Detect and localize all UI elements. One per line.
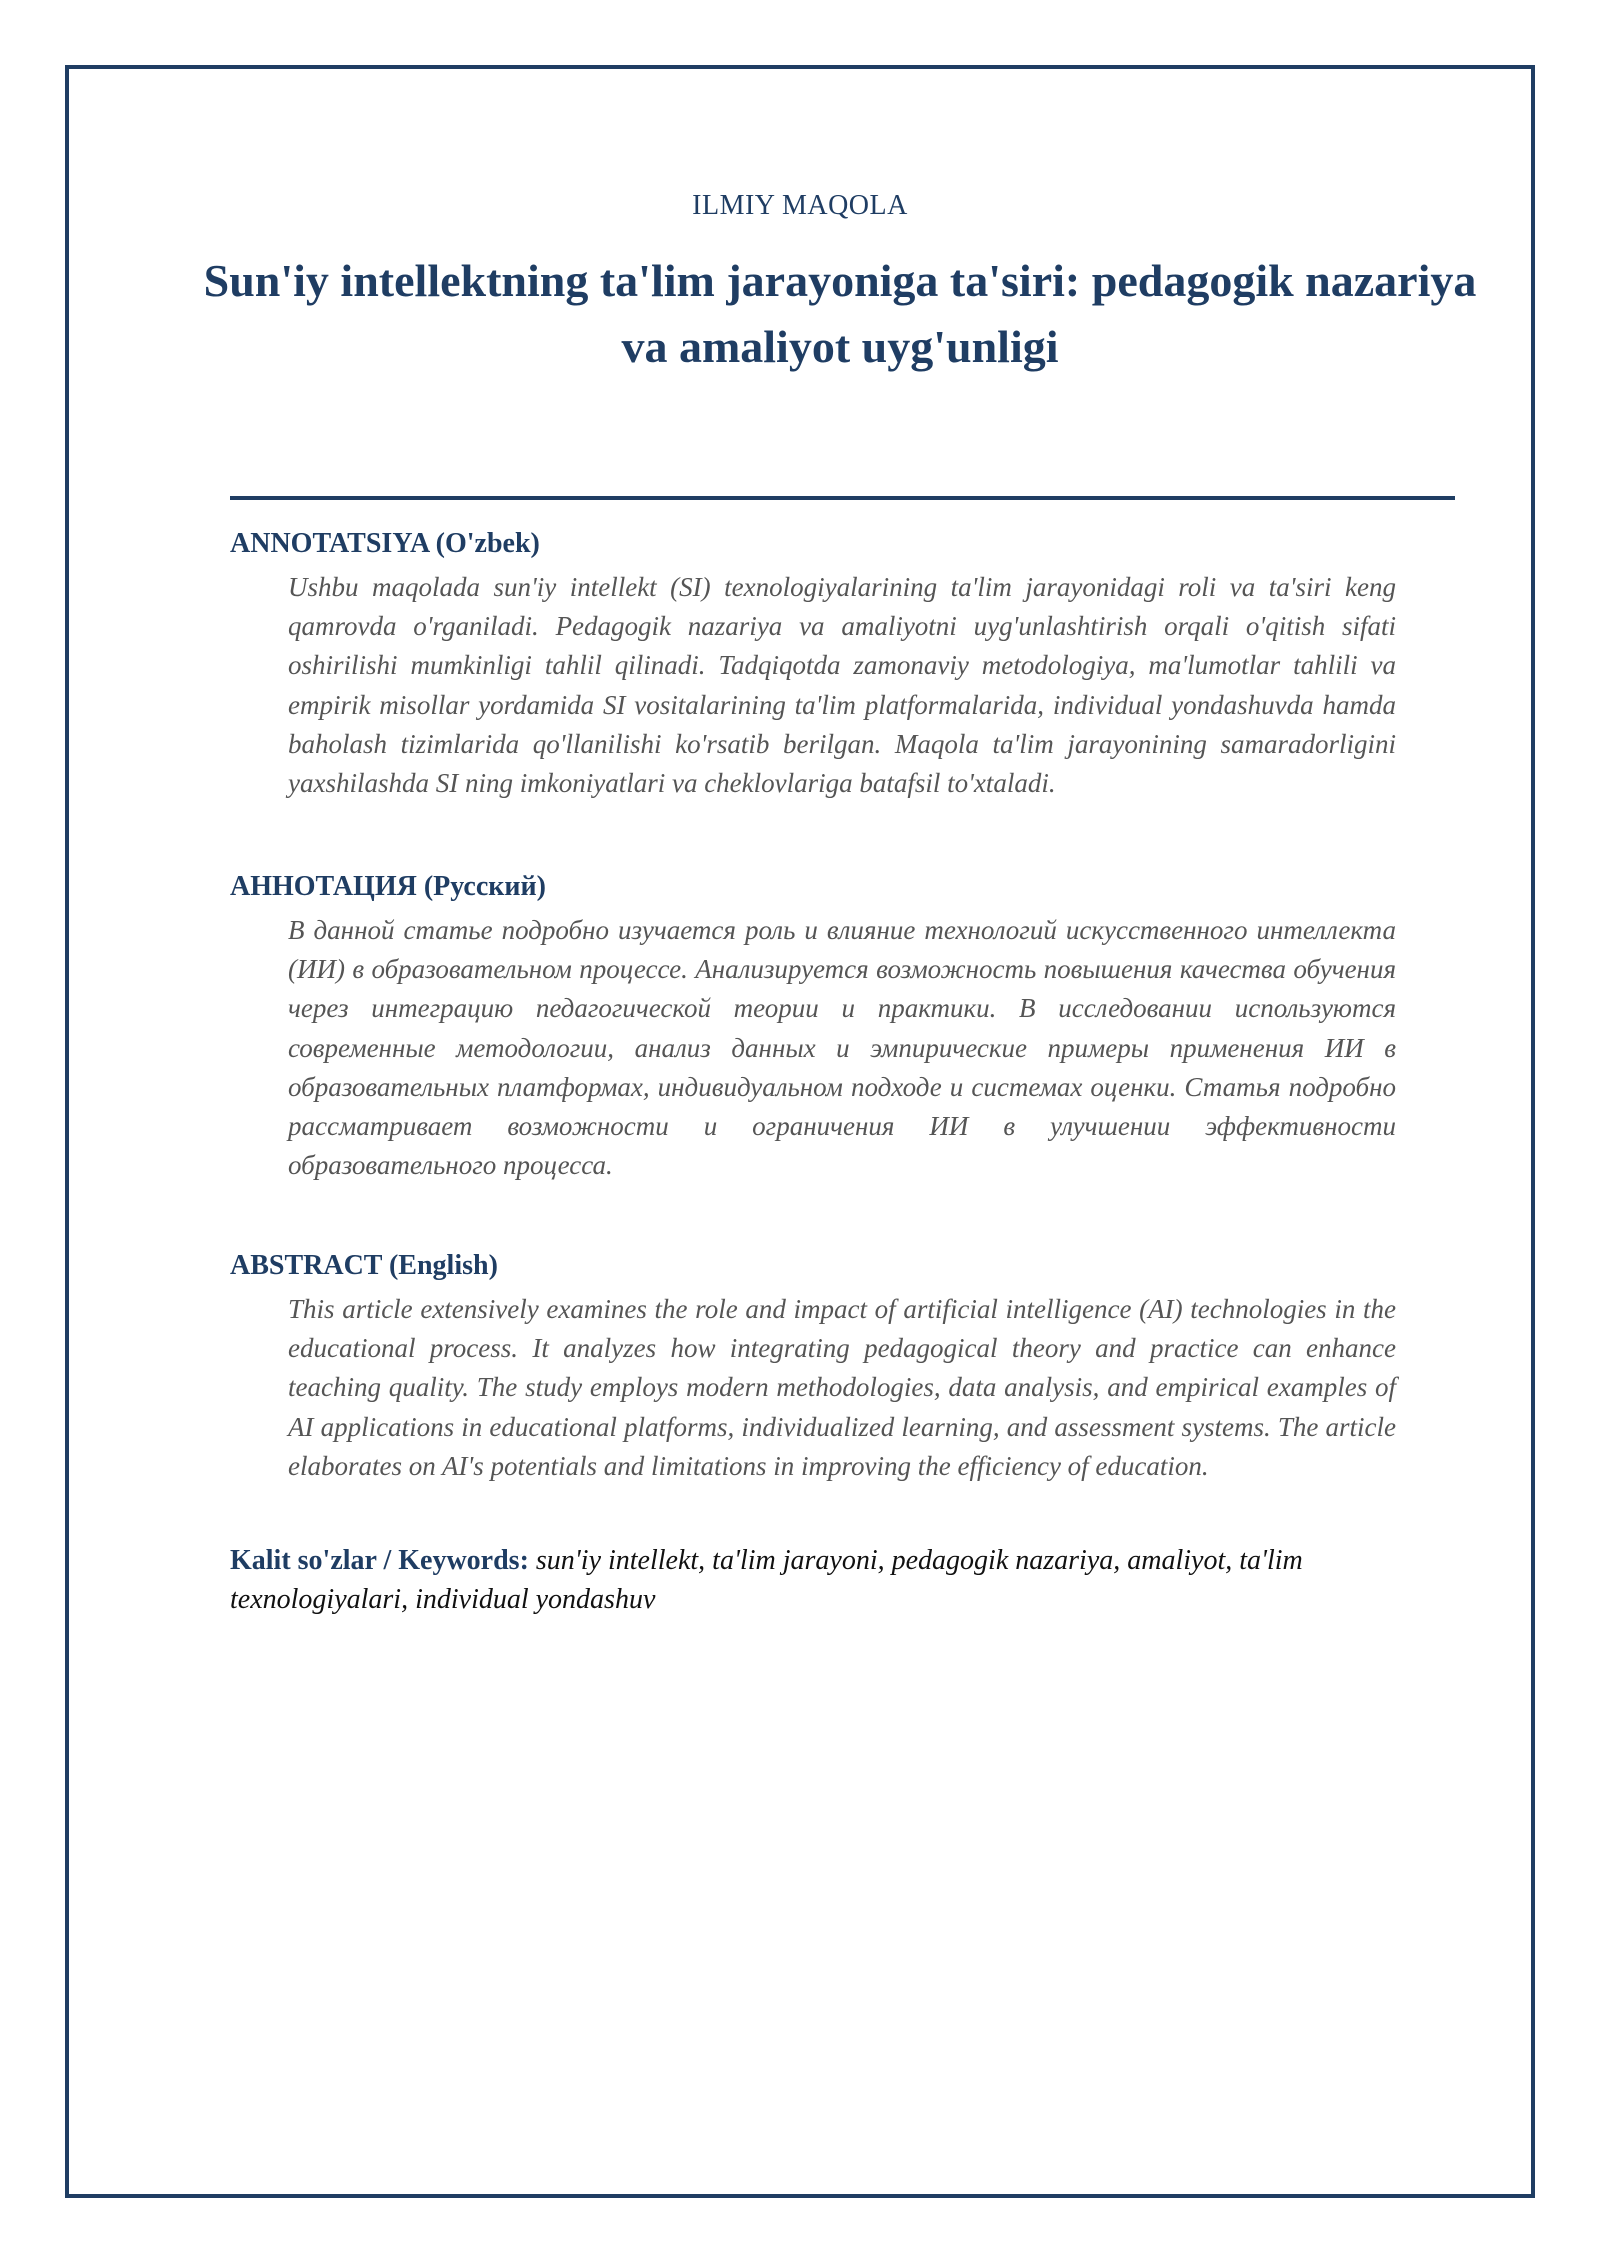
keywords-label: Kalit so'zlar / Keywords: xyxy=(230,1545,529,1576)
abstract-heading-english: ABSTRACT (English) xyxy=(230,1250,498,1281)
abstract-text-uzbek: Ushbu maqolada sun'iy intellekt (SI) texnologiyalarining ta'lim jarayonidagi roli va ta'siri keng qamrovda o'rganiladi. Pedagogik nazariya va amaliyotni uyg'unlashtirish orqali o'qitish sifati oshirilishi mumkinligi tahlil qilinadi. Tadqiqotda zamonaviy metodologiya, ma'lumotlar tahlili va empirik misollar yordamida SI vositalarining ta'lim platformalarida, individual yondashuvda hamda baholash tizimlarida qo'llanilishi ko'rsatib berilgan. Maqola ta'lim jarayonining samaradorligini yaxshilashda SI ning imkoniyatlari va cheklovlariga batafsil to'xtaladi. xyxy=(288,572,1396,799)
title-divider xyxy=(230,496,1455,500)
abstract-heading-uzbek: ANNOTATSIYA (O'zbek) xyxy=(230,528,540,559)
abstract-text-english: This article extensively examines the role and impact of artificial intelligence (AI) technologies in the educational process. It analyzes how integrating pedagogical theory and practice can enhance teaching quality. The study employs modern methodologies, data analysis, and empirical examples of AI applications in educational platforms, individualized learning, and assessment systems. The article elaborates on AI's potentials and limitations in improving the efficiency of education. xyxy=(288,1294,1396,1481)
keywords xyxy=(230,1541,1400,1619)
article-type-label: ILMIY MAQOLA xyxy=(692,190,908,221)
keywords-value: sun'iy intellekt, ta'lim jarayoni, pedagogik nazariya, amaliyot, ta'lim texnologiyalari, individual yondashuv xyxy=(230,1545,1303,1615)
abstract-heading-russian: АННОТАЦИЯ (Русский) xyxy=(230,871,546,902)
article-title: Sun'iy intellektning ta'lim jarayoniga ta'siri: pedagogik nazariya va amaliyot uyg'unligi xyxy=(203,255,1477,372)
abstract-text-russian: В данной статье подробно изучается роль и влияние технологий искусственного интеллекта (ИИ) в образовательном процессе. Анализируется возможность повышения качества обучения через интеграцию педагогической теории и практики. В исследовании используются современные методологии, анализ данных и эмпирические примеры применения ИИ в образовательных платформах, индивидуальном подходе и системах оценки. Статья подробно рассматривает возможности и ограничения ИИ в улучшении эффективности образовательного процесса. xyxy=(288,915,1396,1181)
